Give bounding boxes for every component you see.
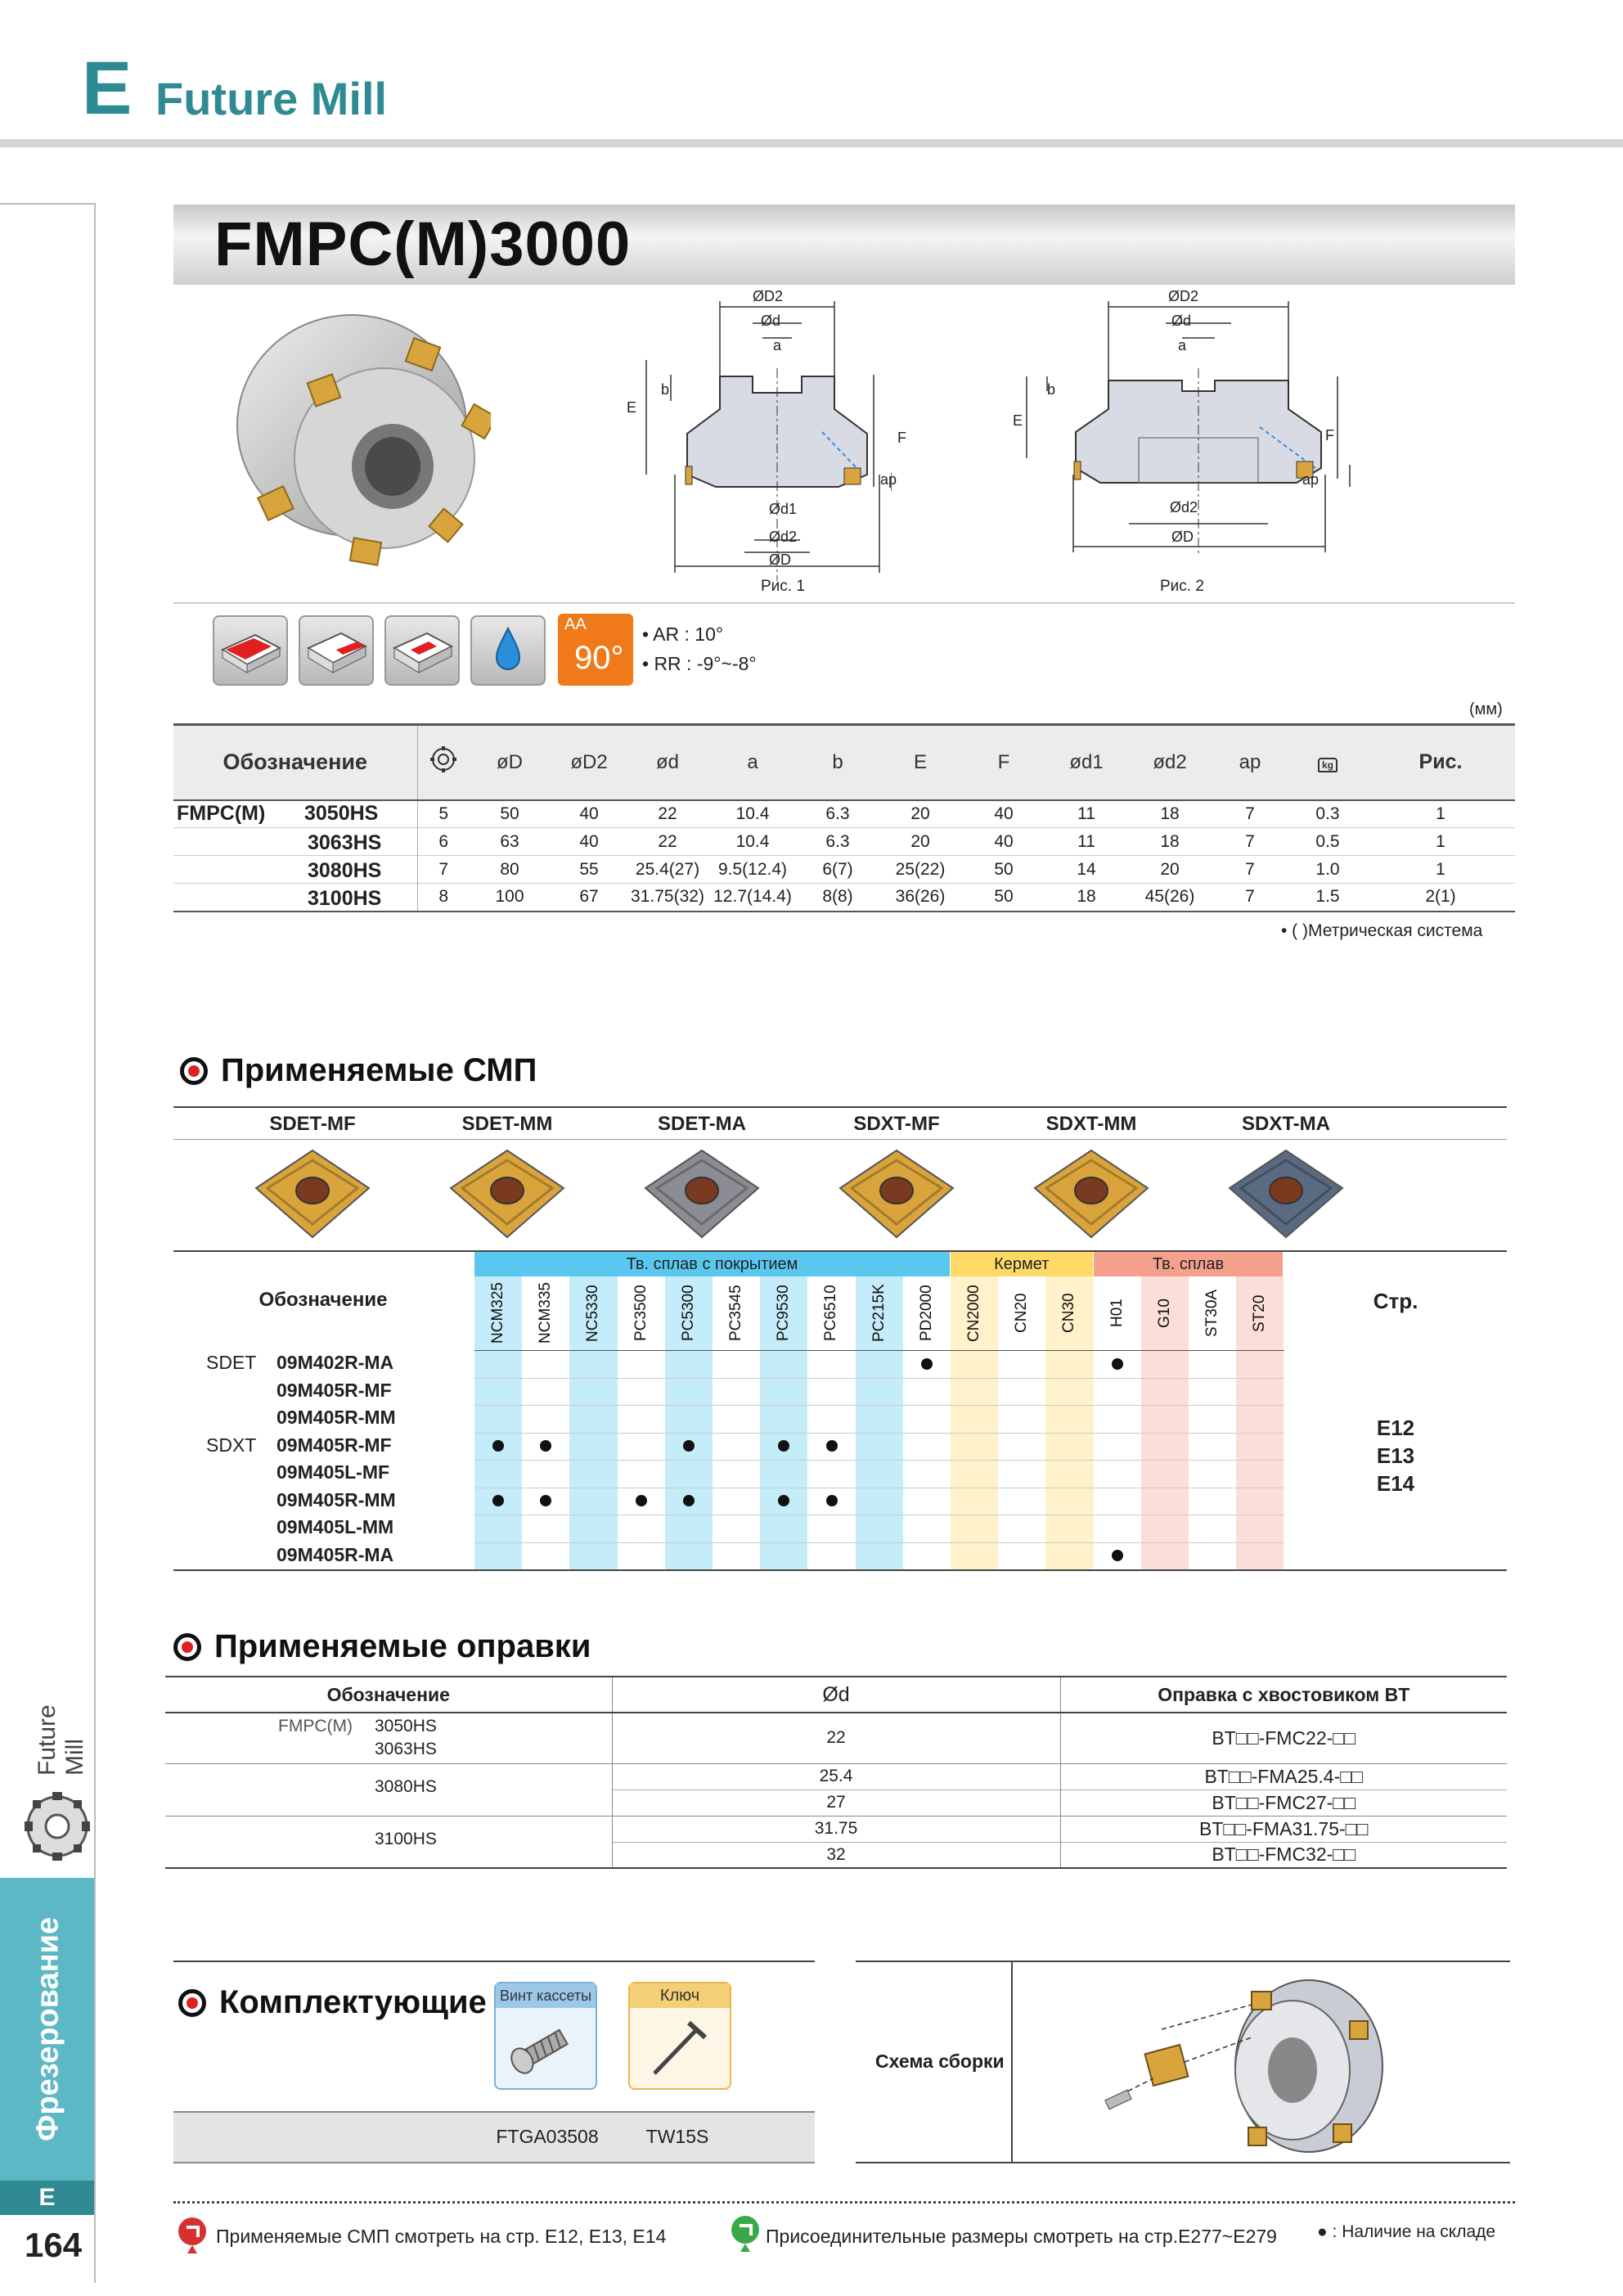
table-row: [165, 1816, 1507, 1842]
assembly-top-line: [856, 1961, 1510, 1962]
table-row: [173, 800, 1515, 828]
cell: 0.3: [1315, 804, 1340, 823]
table-row: [173, 856, 1515, 884]
insert-name: SDET-MM: [461, 1113, 553, 1135]
insert-family: SDET: [206, 1352, 257, 1373]
insert-code: 09M402R-MA: [276, 1352, 394, 1373]
cell: 20: [910, 804, 930, 823]
cell: 40: [994, 804, 1014, 823]
page-ref: E13: [1376, 1443, 1415, 1468]
cell: 40: [579, 831, 599, 851]
section-letter: E: [82, 47, 133, 130]
radial-rake: • RR : -9°~-8°: [642, 653, 757, 674]
cell: BT□□-FMC22-□□: [1060, 1713, 1507, 1763]
grade-label: PC6510: [822, 1285, 840, 1342]
fig2-d-label: Ød: [1171, 313, 1192, 329]
fig2-caption: Рис. 2: [1160, 578, 1204, 595]
stock-dot: [826, 1495, 838, 1506]
cell: 2(1): [1425, 887, 1456, 907]
assembly-diagram: [1088, 1972, 1391, 2160]
face-milling-icon: [213, 615, 288, 686]
grade-label: PC5300: [679, 1285, 697, 1342]
insert-image: [1030, 1146, 1153, 1242]
grade-label: CN30: [1060, 1293, 1078, 1334]
parts-title: Комплектующие: [219, 1984, 487, 2020]
page-ref: E12: [1376, 1416, 1415, 1440]
fig1-b-label: b: [661, 381, 670, 398]
col-d2: ød2: [1153, 750, 1187, 773]
fig1-F-label: F: [897, 430, 906, 446]
grade-label: ST20: [1251, 1294, 1269, 1332]
screw-icon: [496, 2008, 596, 2087]
arbor-code: 3080HS: [375, 1776, 437, 1796]
key-card-label: Ключ: [630, 1983, 730, 2008]
cell: 6.3: [825, 831, 850, 851]
key-card: [628, 1982, 731, 2090]
arbor-code: 3063HS: [375, 1740, 437, 1758]
page-number: 164: [25, 2226, 83, 2264]
fig1-d2-label: Ød2: [769, 529, 798, 545]
stock-dot: [921, 1358, 933, 1370]
cell: 20: [910, 831, 930, 851]
fig1-D2-label: ØD2: [753, 288, 784, 304]
cell: 32: [612, 1842, 1060, 1868]
model-code: 3050HS: [304, 802, 379, 826]
cell: 55: [579, 859, 599, 879]
series-prefix: FMPC(M): [177, 802, 266, 826]
model-code: 3100HS: [308, 887, 382, 910]
insert-image: [251, 1146, 374, 1242]
cell: 67: [579, 887, 599, 907]
grade-group-header: Тв. сплав: [1094, 1252, 1284, 1276]
cell: 36(26): [895, 887, 946, 907]
cell: 8: [417, 884, 470, 912]
grades-designation-header: Обозначение: [259, 1289, 388, 1311]
bullet-icon: [180, 1057, 208, 1085]
assembly-bottom-line: [856, 2162, 1510, 2163]
inserts-title: Применяемые СМП: [221, 1052, 537, 1088]
cell: 25.4(27): [635, 859, 700, 879]
cell: 18: [1077, 887, 1096, 907]
insert-name: SDXT-MA: [1242, 1113, 1330, 1135]
fig1-d-label: Ød: [761, 313, 781, 329]
grade-label: PC215K: [870, 1284, 888, 1343]
grade-row-line: [474, 1405, 1284, 1406]
grade-label: G10: [1155, 1299, 1173, 1328]
grade-label: PC3545: [727, 1285, 745, 1342]
metric-note: • ( )Метрическая система: [1281, 921, 1483, 940]
footer-stock-legend: ● : Наличие на складе: [1317, 2222, 1496, 2241]
col-F: F: [997, 750, 1010, 773]
footer-dimensions-ref: Присоединительные размеры смотреть на стр.E277~E279: [766, 2226, 1277, 2247]
slot-milling-icon: [384, 615, 460, 686]
grade-label: ST30A: [1203, 1289, 1221, 1338]
cell: 31.75: [612, 1816, 1060, 1842]
cell: BT□□-FMA25.4-□□: [1060, 1763, 1507, 1790]
screw-code: FTGA03508: [496, 2126, 599, 2147]
grade-label: PC3500: [632, 1285, 650, 1342]
cell: 18: [1160, 804, 1180, 823]
cell: 10.4: [735, 804, 770, 823]
footer-line: [173, 2201, 1515, 2204]
cell: 11: [1077, 831, 1095, 851]
cell: 6.3: [825, 804, 850, 823]
cell: 80: [500, 859, 519, 879]
insert-code: 09M405R-MF: [276, 1379, 392, 1401]
grade-label: CN20: [1013, 1293, 1031, 1334]
inserts-top-line: [173, 1106, 1507, 1108]
insert-image: [1225, 1146, 1347, 1242]
screw-card: [494, 1982, 597, 2090]
insert-rows: [173, 1350, 474, 1571]
approach-angle-badge: [558, 614, 633, 686]
approach-angle-code: AA: [564, 615, 587, 633]
grade-label: PD2000: [917, 1285, 935, 1342]
sidebar-line: [94, 205, 96, 2283]
insert-code: 09M405R-MA: [276, 1543, 394, 1565]
cell: 6(7): [822, 859, 853, 879]
footer-inserts-ref: Применяемые СМП смотреть на стр. E12, E13, E14: [216, 2226, 667, 2247]
cell: 7: [1245, 887, 1255, 907]
category-letter: E: [0, 2181, 94, 2215]
dimensions-table: [173, 723, 1515, 912]
grade-label: CN2000: [965, 1285, 983, 1342]
cell: 11: [1077, 804, 1095, 823]
fig1-ap-label: ap: [880, 471, 897, 488]
grade-group-header: Тв. сплав с покрытием: [474, 1252, 951, 1276]
cell: 5: [417, 800, 470, 828]
fig2-a-label: a: [1178, 337, 1187, 353]
cutter-photo: [229, 303, 491, 573]
fig1-d1-label: Ød1: [769, 501, 798, 517]
cell: 45(26): [1144, 887, 1195, 907]
arbors-title: Применяемые оправки: [214, 1628, 591, 1664]
grade-row-line: [474, 1433, 1284, 1434]
grade-row-line: [474, 1378, 1284, 1379]
table-row: [165, 1763, 1507, 1790]
fig2-b-label: b: [1047, 381, 1056, 398]
insert-image: [835, 1146, 958, 1242]
grades-bottom-line: [173, 1569, 1507, 1571]
insert-image: [641, 1146, 763, 1242]
fig2-E-label: E: [1013, 412, 1023, 429]
cell: 7: [1245, 804, 1255, 823]
grade-label: NCM325: [489, 1282, 507, 1344]
cell: 40: [994, 831, 1014, 851]
stock-dot: [1112, 1550, 1123, 1561]
arbor-prefix: FMPC(M): [278, 1717, 353, 1736]
grade-grid: [474, 1252, 1284, 1571]
cell: 25(22): [895, 859, 946, 879]
weight-icon: kg: [1318, 758, 1338, 772]
screw-card-label: Винт кассеты: [496, 1983, 596, 2008]
fig2-ap-label: ap: [1302, 471, 1320, 488]
stock-dot: [636, 1495, 647, 1506]
cell: 50: [994, 859, 1014, 879]
unit-label: (мм): [1469, 700, 1503, 718]
page-refs: [1284, 1414, 1507, 1497]
col-ap: ap: [1239, 750, 1261, 773]
cell: 1: [1436, 859, 1445, 879]
red-arrow-icon: [175, 2216, 209, 2253]
insert-code: 09M405R-MM: [276, 1488, 396, 1510]
mill-thumbnail-icon: [23, 1784, 92, 1866]
page-ref-header: Стр.: [1373, 1289, 1418, 1313]
arbor-col-d: Ød: [612, 1677, 1060, 1713]
grade-row-line: [474, 1542, 1284, 1543]
shoulder-milling-icon: [299, 615, 374, 686]
insert-family: SDXT: [206, 1434, 257, 1456]
cell: 100: [495, 887, 524, 907]
grade-header-line: [474, 1350, 1284, 1351]
cell: 27: [612, 1790, 1060, 1816]
col-fig: Рис.: [1418, 750, 1463, 774]
parts-top-line: [173, 1961, 815, 1962]
cell: 40: [579, 804, 599, 823]
fig2-D2-label: ØD2: [1168, 288, 1199, 304]
fig2-F-label: F: [1325, 427, 1334, 443]
insert-name: SDET-MF: [269, 1113, 356, 1135]
grade-label: PC9530: [775, 1285, 793, 1342]
insert-images-row: [173, 1146, 1507, 1244]
cell: 14: [1077, 859, 1096, 879]
grade-label: NCM335: [537, 1282, 555, 1344]
stock-dot: [826, 1440, 838, 1452]
insert-name: SDXT-MF: [853, 1113, 940, 1135]
cell: 25.4: [612, 1763, 1060, 1790]
cell: 1: [1436, 831, 1445, 851]
key-code: TW15S: [645, 2126, 709, 2147]
table-row: [173, 884, 1515, 912]
arbor-code: 3050HS: [375, 1717, 437, 1736]
cell: 1.5: [1315, 887, 1340, 907]
cell: 20: [1160, 859, 1180, 879]
approach-angle-value: 90°: [574, 640, 624, 676]
table-row: [173, 828, 1515, 856]
cell: 10.4: [735, 831, 770, 851]
grade-row-line: [474, 1460, 1284, 1461]
drawing-fig1: [614, 286, 892, 601]
teeth-count-icon: [429, 745, 457, 773]
fig2-d2-label: Ød2: [1170, 499, 1198, 515]
col-teeth: [417, 725, 470, 800]
insert-name: SDET-MA: [658, 1113, 746, 1135]
cell: 22: [612, 1713, 1060, 1763]
fig2-D-label: ØD: [1171, 529, 1194, 545]
cell: 22: [658, 831, 677, 851]
col-d: ød: [655, 750, 679, 773]
arbors-table: [165, 1676, 1507, 1869]
page-ref: E14: [1376, 1471, 1415, 1496]
table-row: [165, 1713, 1507, 1763]
col-b: b: [832, 750, 843, 773]
header-divider: [0, 139, 1623, 147]
arbor-col-bt: Оправка с хвостовиком BT: [1060, 1677, 1507, 1713]
fig1-caption: Рис. 1: [761, 578, 805, 595]
model-code: 3080HS: [308, 859, 382, 882]
product-title: FMPC(M)3000: [214, 209, 632, 279]
fig1-E-label: E: [627, 399, 637, 416]
cell: BT□□-FMA31.75-□□: [1060, 1816, 1507, 1842]
green-arrow-icon: [728, 2214, 762, 2252]
cell: 0.5: [1315, 831, 1340, 851]
insert-code: 09M405R-MM: [276, 1407, 396, 1428]
fig1-a-label: a: [773, 337, 782, 353]
cell: 6: [417, 828, 470, 856]
col-D2: øD2: [570, 750, 608, 773]
cell: 31.75(32): [631, 887, 704, 907]
inserts-heading: [180, 1052, 537, 1089]
fig1-D-label: ØD: [769, 551, 791, 568]
category-tab: [0, 1878, 94, 2181]
assembly-divider: [1011, 1961, 1013, 2163]
model-code: 3063HS: [308, 831, 382, 854]
cell: 9.5(12.4): [717, 859, 788, 879]
grade-label: NC5330: [584, 1285, 602, 1342]
cell: 7: [1245, 831, 1255, 851]
cell: 1.0: [1315, 859, 1340, 879]
insert-code: 09M405R-MF: [276, 1434, 392, 1456]
assembly-label: Схема сборки: [875, 2051, 1005, 2072]
cell: 1: [1436, 804, 1445, 823]
cell: 22: [658, 804, 677, 823]
parts-heading: [178, 1984, 487, 2021]
axial-rake: • AR : 10°: [642, 624, 724, 645]
key-icon: [630, 2008, 730, 2087]
cell: 63: [500, 831, 519, 851]
col-designation: Обозначение: [223, 750, 367, 775]
cell: 7: [417, 856, 470, 884]
bullet-icon: [178, 1989, 206, 2017]
cell: 7: [1245, 859, 1255, 879]
arbor-code: 3100HS: [375, 1829, 437, 1848]
cell: 50: [994, 887, 1014, 907]
col-a: a: [747, 750, 758, 773]
cell: BT□□-FMC27-□□: [1060, 1790, 1507, 1816]
grade-label: H01: [1108, 1299, 1126, 1328]
insert-name: SDXT-MM: [1045, 1113, 1137, 1135]
insert-names-row: [173, 1111, 1507, 1137]
col-E: E: [913, 750, 927, 773]
arbor-col-designation: Обозначение: [326, 1683, 450, 1705]
col-d1: ød1: [1069, 750, 1104, 773]
arbors-heading: [173, 1628, 591, 1665]
coolant-drop-icon: [470, 615, 546, 686]
sidebar-top-line: [0, 203, 96, 205]
drawings-divider: [173, 602, 1515, 604]
cell: 18: [1160, 831, 1180, 851]
cell: 50: [500, 804, 519, 823]
col-weight: [1289, 725, 1366, 800]
grade-group-header: Кермет: [951, 1252, 1094, 1276]
col-D: øD: [497, 750, 523, 773]
bullet-icon: [173, 1633, 201, 1661]
insert-image: [446, 1146, 569, 1242]
category-tab-label: Фрезерование: [30, 1916, 65, 2142]
cell: 12.7(14.4): [713, 887, 792, 907]
cell: BT□□-FMC32-□□: [1060, 1842, 1507, 1868]
inserts-name-line: [173, 1139, 1507, 1140]
section-title: Future Mill: [155, 73, 388, 124]
insert-code: 09M405L-MM: [276, 1516, 394, 1537]
insert-code: 09M405L-MF: [276, 1461, 390, 1483]
stock-dot: [1112, 1358, 1123, 1370]
cell: 8(8): [822, 887, 853, 907]
sidebar-label: Future Mill: [34, 1704, 88, 1776]
